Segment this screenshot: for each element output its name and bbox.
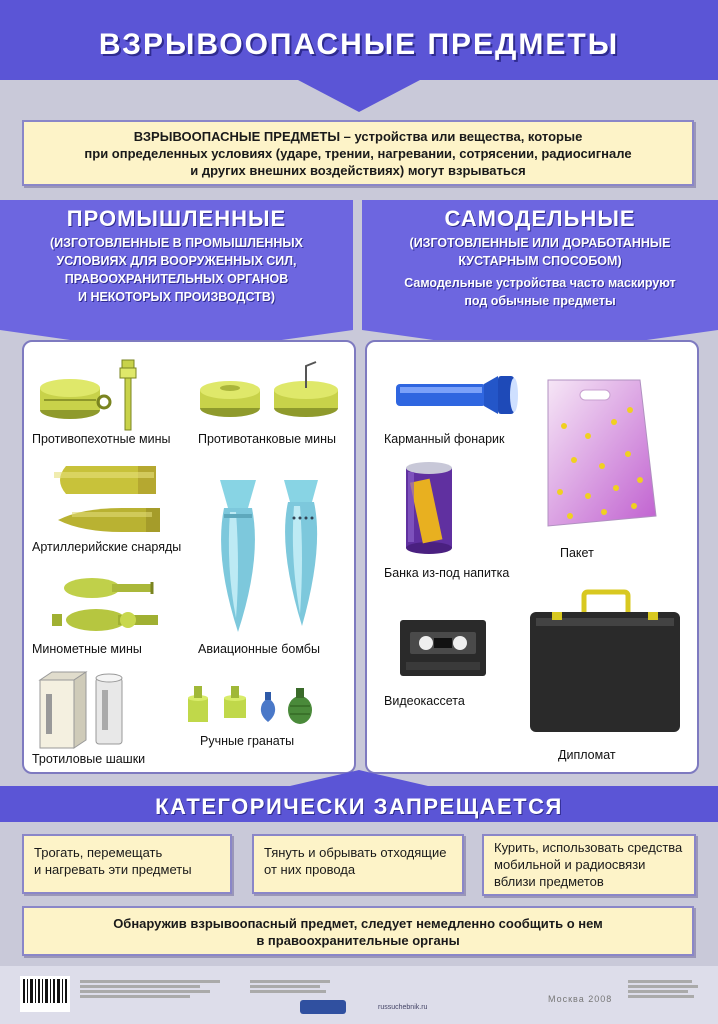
- report-line-2: в правоохранительные органы: [256, 933, 460, 948]
- label-antipersonnel-mines: Противопехотные мины: [32, 432, 171, 446]
- forbidden-heading: КАТЕГОРИЧЕСКИ ЗАПРЕЩАЕТСЯ: [155, 794, 563, 819]
- definition-line-2: при определенных условиях (ударе, трении, нагревании, сотрясении, радиосигнале: [84, 146, 632, 161]
- label-drink-can: Банка из-под напитка: [384, 566, 510, 580]
- publisher-logo: [300, 1000, 346, 1014]
- aerial-bomb-icon: [212, 478, 332, 638]
- homemade-header: [362, 206, 718, 310]
- plastic-bag-icon: [544, 376, 664, 526]
- flashlight-icon: [394, 376, 534, 426]
- videotape-icon: [400, 620, 490, 680]
- label-antitank-mines: Противотанковые мины: [198, 432, 337, 446]
- industrial-sub-3: ПРАВООХРАНИТЕЛЬНЫХ ОРГАНОВ: [64, 272, 289, 286]
- forbidden-box-3: [482, 834, 696, 896]
- definition-box: [22, 120, 694, 186]
- antipersonnel-mine-icon: [34, 358, 144, 433]
- tnt-block-icon: [40, 670, 140, 750]
- forbidden-box-2: [252, 834, 464, 894]
- label-mortar-mines: Минометные мины: [32, 642, 142, 656]
- homemade-heading: САМОДЕЛЬНЫЕ: [444, 206, 636, 231]
- footer-city-year: Москва 2008: [548, 994, 613, 1004]
- homemade-sub-2: КУСТАРНЫМ СПОСОБОМ): [458, 254, 622, 268]
- industrial-header: [0, 206, 353, 306]
- mortar-mine-icon: [52, 574, 182, 644]
- antitank-mine-icon: [198, 360, 348, 420]
- definition-line-3: и других внешних воздействиях) могут взрываться: [190, 163, 526, 178]
- label-plastic-bag: Пакет: [560, 546, 594, 560]
- definition-line-1: ВЗРЫВООПАСНЫЕ ПРЕДМЕТЫ – устройства или вещества, которые: [133, 129, 583, 144]
- drink-can-icon: [402, 458, 462, 558]
- forbidden-1-line-2: и нагревать эти предметы: [34, 862, 192, 877]
- briefcase-icon: [528, 590, 688, 740]
- page-title: ВЗРЫВООПАСНЫЕ ПРЕДМЕТЫ: [98, 28, 620, 61]
- label-briefcase: Дипломат: [558, 748, 616, 762]
- label-artillery-shells: Артиллерийские снаряды: [32, 540, 182, 554]
- report-box: [22, 906, 694, 956]
- forbidden-3-line-2: мобильной и радиосвязи: [494, 857, 646, 872]
- homemade-note-1: Самодельные устройства часто маскируют: [404, 276, 676, 290]
- industrial-sub-2: УСЛОВИЯХ ДЛЯ ВООРУЖЕННЫХ СИЛ,: [56, 254, 297, 268]
- barcode-icon: [20, 976, 70, 1012]
- label-hand-grenades: Ручные гранаты: [200, 734, 295, 748]
- forbidden-2-line-1: Тянуть и обрывать отходящие: [264, 845, 447, 860]
- forbidden-3-line-1: Курить, использовать средства: [494, 840, 683, 855]
- label-aerial-bombs: Авиационные бомбы: [198, 642, 320, 656]
- forbidden-2-line-2: от них провода: [264, 862, 356, 877]
- hand-grenade-icon: [186, 684, 326, 734]
- label-tnt-blocks: Тротиловые шашки: [32, 752, 146, 766]
- report-line-1: Обнаружив взрывоопасный предмет, следует немедленно сообщить о нем: [113, 916, 603, 931]
- label-videotape: Видеокассета: [384, 694, 465, 708]
- industrial-heading: ПРОМЫШЛЕННЫЕ: [66, 206, 287, 231]
- artillery-shell-icon: [52, 462, 182, 542]
- homemade-sub-1: (ИЗГОТОВЛЕННЫЕ ИЛИ ДОРАБОТАННЫЕ: [409, 236, 671, 250]
- industrial-sub-1: (ИЗГОТОВЛЕННЫЕ В ПРОМЫШЛЕННЫХ: [50, 236, 303, 250]
- homemade-note-2: под обычные предметы: [464, 294, 616, 308]
- forbidden-box-1: [22, 834, 232, 894]
- footer-credits-3: [628, 978, 708, 1000]
- forbidden-1-line-1: Трогать, перемещать: [34, 845, 163, 860]
- label-flashlight: Карманный фонарик: [384, 432, 505, 446]
- footer-site: russuchebnik.ru: [378, 1004, 428, 1011]
- footer-credits-2: [250, 978, 350, 995]
- forbidden-3-line-3: вблизи предметов: [494, 874, 604, 889]
- footer-credits-1: [80, 978, 230, 1000]
- industrial-sub-4: И НЕКОТОРЫХ ПРОИЗВОДСТВ): [77, 290, 276, 304]
